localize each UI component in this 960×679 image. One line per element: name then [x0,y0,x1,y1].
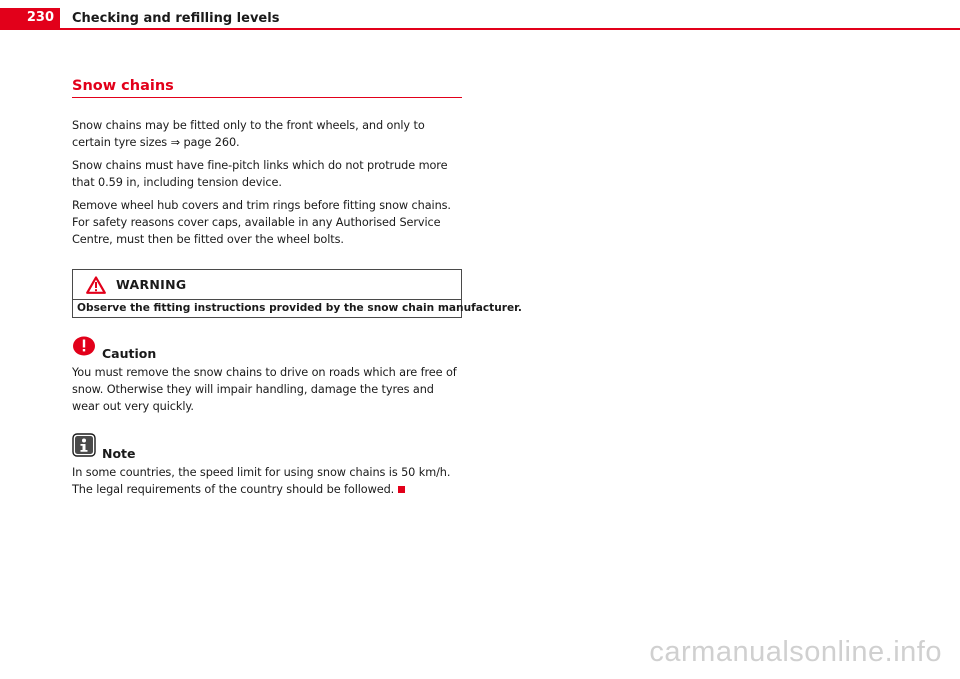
warning-header [73,270,461,300]
caution-header [72,333,462,361]
paragraph-hub-covers: Remove wheel hub covers and trim rings before fitting snow chains. For safety reasons cover caps, available in any Authorised Service Centre, must then be fitted over the wheel bolts. [72,199,451,246]
warning-triangle-icon [86,276,106,294]
paragraph-fitting [72,117,462,151]
paragraph-fitting-text: Snow chains may be fitted only to the front wheels, and only to certain tyre sizes [72,119,425,149]
note-text: In some countries, the speed limit for using snow chains is 50 km/h. The legal requirements of the country should be followed. [72,466,451,496]
note-text-paragraph [72,464,462,498]
caution-label: Caution [102,346,157,361]
warning-text: Observe the fitting instructions provided by the snow chain manufacturer. [77,302,522,314]
note-header [72,431,462,461]
section-title: Snow chains [72,78,462,98]
caution-text: You must remove the snow chains to drive on roads which are free of snow. Otherwise they will impair handling, damage the tyres and wear out very quickly. [72,366,457,413]
watermark-text: carmanualsonline.info [649,636,942,668]
page-header [0,0,960,30]
page-reference-arrow-icon: ⇒ [170,136,180,149]
note-info-icon [72,433,96,461]
warning-box [72,269,522,318]
main-content [72,78,522,498]
warning-label: WARNING [116,277,187,292]
chapter-title: Checking and refilling levels [72,11,280,26]
caution-exclamation-icon [72,335,96,361]
paragraph-links: Snow chains must have fine-pitch links which do not protrude more that 0.59 in, including tension device. [72,159,448,189]
page-reference-link[interactable]: page 260. [179,136,240,149]
end-of-section-mark-icon [398,486,405,493]
note-label: Note [102,446,136,461]
page-number: 230 [0,8,60,28]
